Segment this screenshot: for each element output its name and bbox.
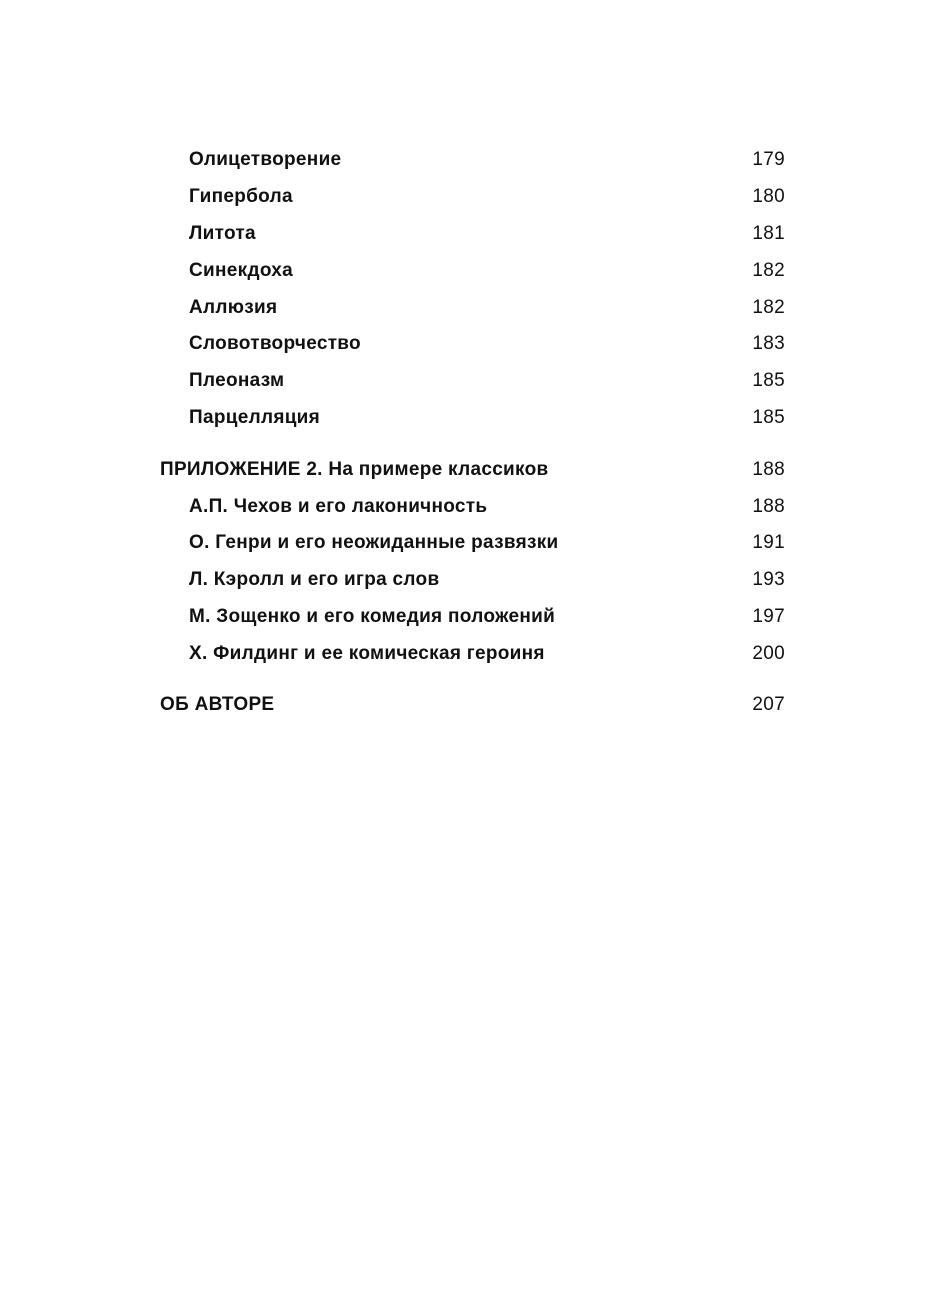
toc-entry-title: Парцелляция	[189, 407, 321, 429]
toc-entry-page: 185	[752, 370, 785, 392]
toc-entry	[160, 253, 785, 290]
toc-entry-page: 200	[752, 643, 785, 665]
toc-entry-page: 193	[752, 569, 785, 591]
toc-entry-title: Л. Кэролл и его игра слов	[189, 569, 440, 591]
toc-entry-title: Аллюзия	[189, 296, 278, 318]
toc-entry	[160, 636, 785, 673]
toc-entry-page: 182	[752, 296, 785, 318]
toc-entry-title: Словотворчество	[189, 333, 361, 355]
toc-entry	[160, 216, 785, 253]
toc-section-page: 207	[752, 694, 785, 716]
toc-section-page: 188	[752, 458, 785, 480]
toc-entry-page: 191	[752, 532, 785, 554]
toc-entry	[160, 326, 785, 363]
toc-entry-page: 183	[752, 333, 785, 355]
toc-section-about	[160, 687, 785, 724]
toc-entry	[160, 599, 785, 636]
toc-entry	[160, 525, 785, 562]
toc-entry-title: Олицетворение	[189, 149, 342, 170]
toc-entry-page: 180	[752, 185, 785, 207]
section-spacer	[160, 437, 785, 452]
toc-entry	[160, 363, 785, 400]
toc-entry-title: О. Генри и его неожиданные развязки	[189, 532, 559, 554]
toc-entry-title: Х. Филдинг и ее комическая героиня	[189, 643, 545, 665]
toc-entry-title: М. Зощенко и его комедия положений	[189, 606, 556, 628]
toc-section-appendix	[160, 452, 785, 489]
toc-entry	[160, 562, 785, 599]
toc-section-title: ОБ АВТОРЕ	[160, 694, 275, 716]
toc-entry-title: Плеоназм	[189, 370, 285, 392]
toc-entry-title: Литота	[189, 222, 256, 244]
toc-entry-title: Гипербола	[189, 185, 293, 207]
toc-entry-page: 181	[752, 222, 785, 244]
toc-entry	[160, 400, 785, 437]
toc-entry-page: 188	[752, 495, 785, 517]
toc-entry	[160, 142, 785, 179]
toc-entry-page: 179	[752, 149, 785, 170]
toc-entry	[160, 179, 785, 216]
table-of-contents	[160, 142, 785, 724]
section-spacer	[160, 673, 785, 688]
toc-entry-page: 197	[752, 606, 785, 628]
toc-section-title: ПРИЛОЖЕНИЕ 2. На примере классиков	[160, 458, 549, 480]
toc-entry-page: 185	[752, 407, 785, 429]
toc-entry-page: 182	[752, 259, 785, 281]
toc-entry	[160, 290, 785, 327]
toc-entry	[160, 489, 785, 526]
toc-entry-title: Синекдоха	[189, 259, 293, 281]
toc-entry-title: А.П. Чехов и его лаконичность	[189, 495, 488, 517]
